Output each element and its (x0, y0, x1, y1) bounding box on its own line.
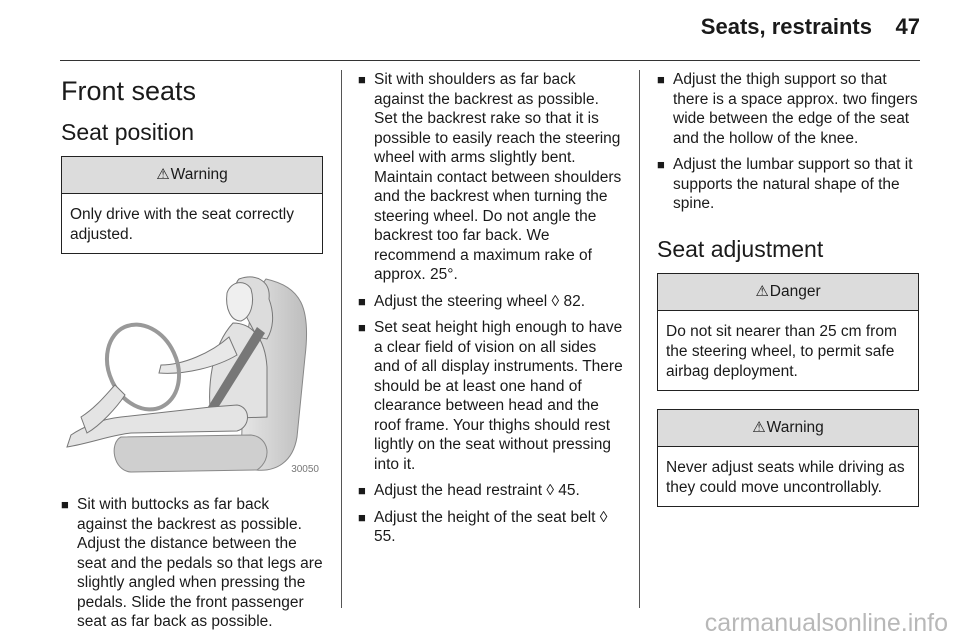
list-item: ■ Set seat height high enough to have a clear field of vision on all sides and of all display instruments. There should be at least one hand of clearance between head and the roof frame. Your thighs should rest lightly on the seat without pressing into it. (358, 319, 623, 473)
square-bullet-icon: ■ (358, 509, 366, 525)
subsection-heading: Seat position (61, 119, 194, 145)
list-item: ■ Adjust the lumbar support so that it supports the natural shape of the spine. (657, 156, 913, 212)
danger-title: Danger (769, 282, 821, 300)
warning-triangle-icon: ⚠ (156, 166, 170, 183)
square-bullet-icon: ■ (657, 72, 665, 87)
column-2 (358, 70, 623, 554)
warning-box-header (62, 157, 322, 194)
header-rule (60, 60, 920, 61)
column-3 (657, 70, 919, 507)
warning-title: Warning (766, 418, 824, 436)
page-header-title: Seats, restraints (700, 14, 872, 39)
square-bullet-icon: ■ (657, 157, 665, 172)
instruction-list (61, 495, 323, 632)
square-bullet-icon: ■ (61, 497, 69, 512)
list-item: ■ Adjust the thigh support so that there is a space approx. two fingers wide between the edge of the seat and the hollow of the knee. (657, 71, 918, 147)
instruction-list (358, 70, 623, 547)
warning-box (657, 409, 919, 507)
square-bullet-icon: ■ (358, 483, 366, 498)
list-item: ■ Adjust the steering wheel ◊ 82. (358, 292, 586, 310)
danger-box-header (658, 274, 918, 311)
column-divider (639, 70, 640, 608)
warning-title: Warning (170, 166, 228, 183)
list-item: ■ Sit with shoulders as far back against the backrest as possible. Set the backrest rake so that it is possible to easily reach the steering wheel with arms slightly bent. Maintain contact between shoulders and the backrest when turning the steering wheel. Do not angle the backrest too far back. We recommend a maximum rake of approx. 25°. (358, 71, 622, 283)
square-bullet-icon: ■ (358, 320, 366, 335)
figure-number: 30050 (291, 464, 319, 475)
column-1 (61, 70, 323, 639)
watermark: carmanualsonline.info (704, 609, 948, 637)
column-divider (341, 70, 342, 608)
warning-triangle-icon: ⚠ (755, 282, 769, 300)
warning-box (61, 156, 323, 254)
seat-position-illustration (61, 267, 323, 477)
danger-text: Do not sit nearer than 25 cm from the steering wheel, to permit safe airbag deployment. (666, 322, 897, 380)
warning-triangle-icon: ⚠ (752, 418, 766, 436)
list-item: ■ Adjust the height of the seat belt ◊ 55. (358, 508, 608, 545)
warning-box-header (658, 410, 918, 447)
warning-text: Only drive with the seat correctly adjusted. (70, 206, 294, 243)
square-bullet-icon: ■ (358, 293, 366, 309)
list-item: ■ Sit with buttocks as far back against the backrest as possible. Adjust the distance between the seat and the pedals so that legs are slightly angled when pressing the pedals. Slide the front passenger seat as far back as possible. (61, 496, 323, 630)
seated-driver-drawing (61, 267, 323, 477)
warning-text: Never adjust seats while driving as they could move uncontrollably. (666, 458, 905, 496)
list-item: ■ Adjust the head restraint ◊ 45. (358, 482, 580, 499)
square-bullet-icon: ■ (358, 72, 366, 87)
page-number: 47 (895, 14, 920, 39)
subsection-heading: Seat adjustment (657, 235, 824, 262)
section-heading: Front seats (61, 76, 197, 106)
danger-box (657, 273, 919, 391)
instruction-list (657, 70, 919, 214)
